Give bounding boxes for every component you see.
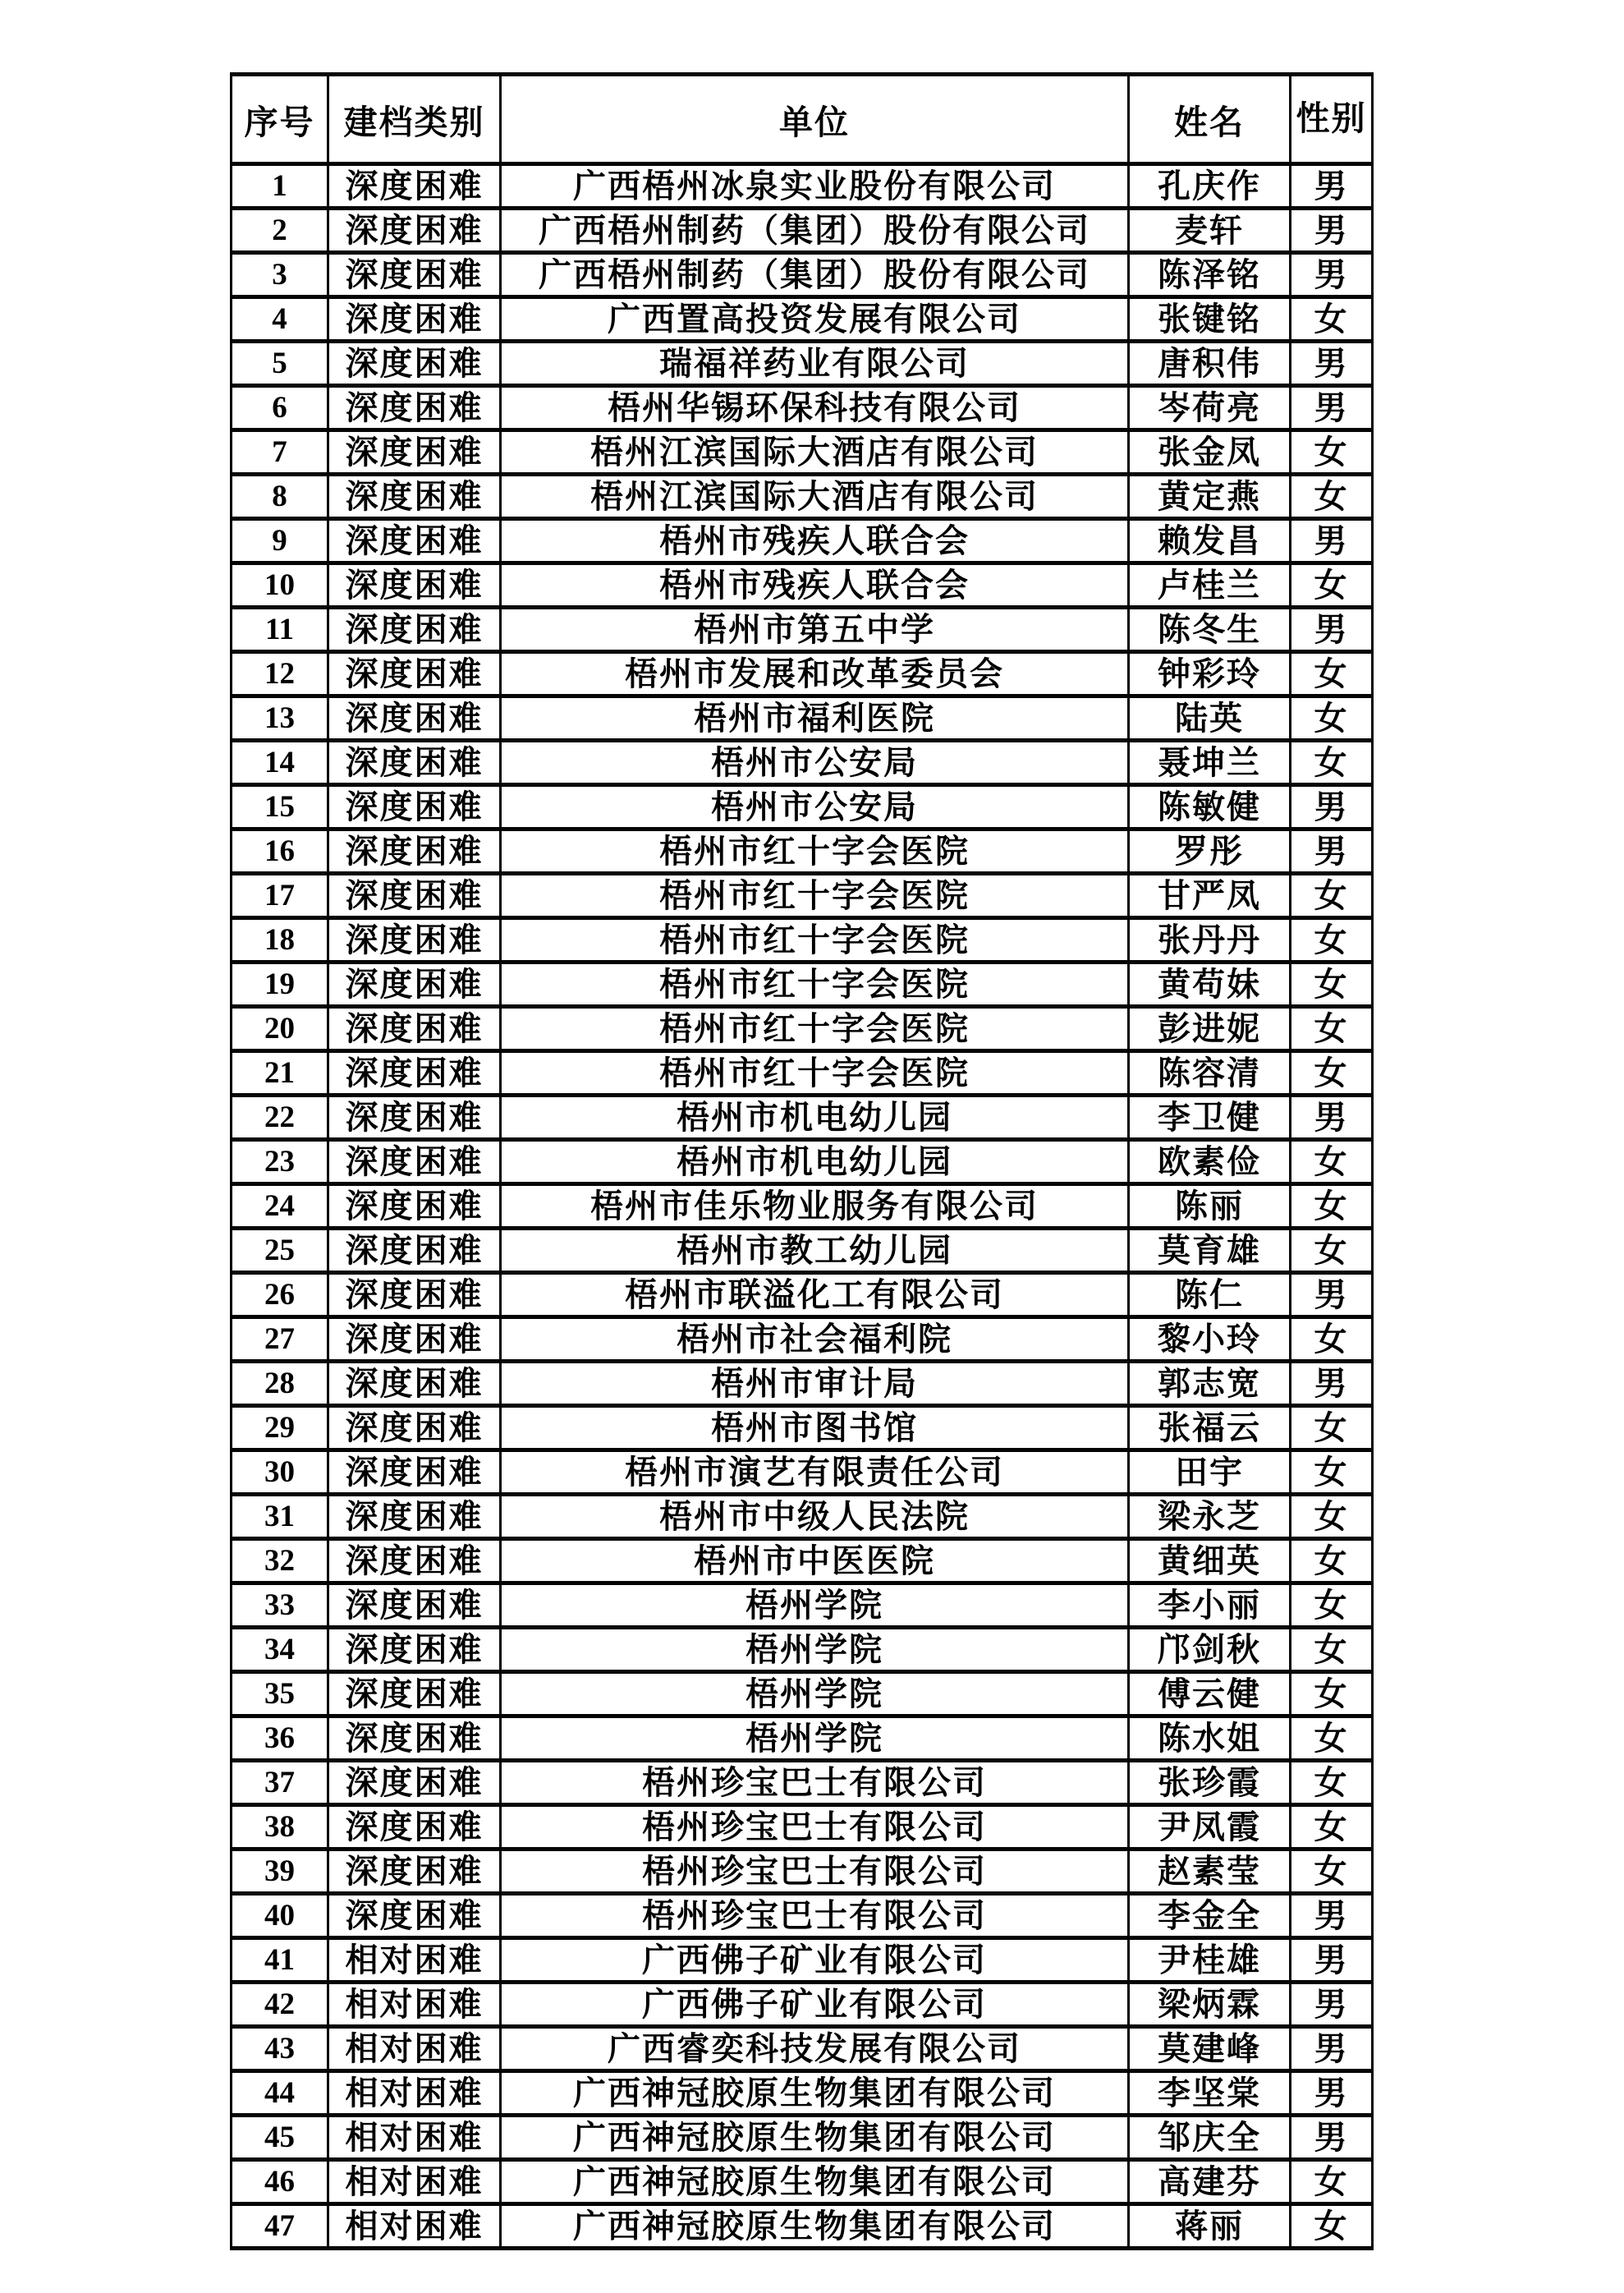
cell-category: 深度困难: [328, 1628, 501, 1672]
cell-unit: 梧州珍宝巴士有限公司: [501, 1894, 1129, 1938]
cell-name: 聂坤兰: [1129, 741, 1291, 785]
cell-category: 深度困难: [328, 1805, 501, 1850]
cell-gender: 男: [1291, 1362, 1373, 1406]
cell-unit: 梧州市演艺有限责任公司: [501, 1450, 1129, 1495]
cell-unit: 梧州珍宝巴士有限公司: [501, 1850, 1129, 1894]
cell-category: 深度困难: [328, 342, 501, 386]
cell-no: 12: [232, 652, 328, 696]
cell-category: 深度困难: [328, 918, 501, 963]
cell-category: 深度困难: [328, 1894, 501, 1938]
cell-no: 36: [232, 1716, 328, 1761]
table-row: [232, 1628, 1373, 1672]
cell-category: 深度困难: [328, 475, 501, 519]
cell-category: 相对困难: [328, 2116, 501, 2160]
cell-gender: 女: [1291, 430, 1373, 475]
cell-name: 卢桂兰: [1129, 563, 1291, 608]
cell-unit: 梧州学院: [501, 1716, 1129, 1761]
cell-unit: 广西神冠胶原生物集团有限公司: [501, 2160, 1129, 2204]
table-row: [232, 1140, 1373, 1184]
cell-no: 6: [232, 386, 328, 430]
cell-name: 傅云健: [1129, 1672, 1291, 1716]
table-row: [232, 386, 1373, 430]
table-row: [232, 1273, 1373, 1317]
cell-no: 31: [232, 1495, 328, 1539]
cell-unit: 梧州市公安局: [501, 785, 1129, 829]
cell-category: 深度困难: [328, 1583, 501, 1628]
cell-gender: 男: [1291, 2027, 1373, 2071]
table-row: [232, 1539, 1373, 1583]
cell-category: 深度困难: [328, 874, 501, 918]
table-row: [232, 164, 1373, 209]
table-row: [232, 2027, 1373, 2071]
cell-unit: 广西佛子矿业有限公司: [501, 1983, 1129, 2027]
cell-name: 黄定燕: [1129, 475, 1291, 519]
cell-category: 深度困难: [328, 386, 501, 430]
cell-gender: 女: [1291, 741, 1373, 785]
cell-unit: 广西神冠胶原生物集团有限公司: [501, 2116, 1129, 2160]
cell-name: 孔庆作: [1129, 164, 1291, 209]
table-row: [232, 253, 1373, 297]
cell-no: 40: [232, 1894, 328, 1938]
cell-category: 深度困难: [328, 164, 501, 209]
table-row: [232, 2071, 1373, 2116]
table-row: [232, 1805, 1373, 1850]
cell-name: 岑荷亮: [1129, 386, 1291, 430]
cell-gender: 男: [1291, 829, 1373, 874]
cell-name: 李金全: [1129, 1894, 1291, 1938]
cell-no: 19: [232, 963, 328, 1007]
table-row: [232, 741, 1373, 785]
cell-gender: 男: [1291, 1273, 1373, 1317]
cell-category: 深度困难: [328, 963, 501, 1007]
cell-name: 唐积伟: [1129, 342, 1291, 386]
cell-name: 甘严凤: [1129, 874, 1291, 918]
cell-name: 莫建峰: [1129, 2027, 1291, 2071]
cell-name: 张键铭: [1129, 297, 1291, 342]
cell-no: 37: [232, 1761, 328, 1805]
cell-gender: 女: [1291, 1184, 1373, 1229]
cell-no: 44: [232, 2071, 328, 2116]
table-row: [232, 874, 1373, 918]
table-body: [232, 164, 1373, 2249]
cell-gender: 女: [1291, 2204, 1373, 2249]
header-cell-unit: 单位: [501, 75, 1129, 164]
cell-name: 蒋丽: [1129, 2204, 1291, 2249]
table-row: [232, 1938, 1373, 1983]
table-row: [232, 430, 1373, 475]
cell-gender: 女: [1291, 963, 1373, 1007]
cell-no: 4: [232, 297, 328, 342]
cell-unit: 梧州市教工幼儿园: [501, 1229, 1129, 1273]
cell-name: 邝剑秋: [1129, 1628, 1291, 1672]
table-row: [232, 2116, 1373, 2160]
cell-category: 深度困难: [328, 1273, 501, 1317]
cell-no: 42: [232, 1983, 328, 2027]
cell-no: 28: [232, 1362, 328, 1406]
table-row: [232, 1096, 1373, 1140]
cell-category: 深度困难: [328, 1495, 501, 1539]
cell-category: 深度困难: [328, 1051, 501, 1096]
cell-name: 梁永芝: [1129, 1495, 1291, 1539]
table-header-row: [232, 75, 1373, 164]
cell-category: 深度困难: [328, 1184, 501, 1229]
cell-no: 5: [232, 342, 328, 386]
cell-name: 张珍霞: [1129, 1761, 1291, 1805]
cell-no: 2: [232, 209, 328, 253]
cell-unit: 梧州市佳乐物业服务有限公司: [501, 1184, 1129, 1229]
cell-name: 彭进妮: [1129, 1007, 1291, 1051]
cell-name: 钟彩玲: [1129, 652, 1291, 696]
cell-no: 10: [232, 563, 328, 608]
cell-gender: 男: [1291, 2071, 1373, 2116]
cell-unit: 广西睿奕科技发展有限公司: [501, 2027, 1129, 2071]
cell-no: 8: [232, 475, 328, 519]
cell-gender: 女: [1291, 918, 1373, 963]
cell-gender: 女: [1291, 2160, 1373, 2204]
header-cell-name: 姓名: [1129, 75, 1291, 164]
cell-name: 陈仁: [1129, 1273, 1291, 1317]
cell-category: 深度困难: [328, 1850, 501, 1894]
table-row: [232, 1850, 1373, 1894]
cell-no: 1: [232, 164, 328, 209]
cell-no: 47: [232, 2204, 328, 2249]
cell-category: 深度困难: [328, 1450, 501, 1495]
cell-unit: 广西佛子矿业有限公司: [501, 1938, 1129, 1983]
cell-category: 深度困难: [328, 209, 501, 253]
cell-unit: 梧州江滨国际大酒店有限公司: [501, 430, 1129, 475]
cell-no: 23: [232, 1140, 328, 1184]
cell-name: 罗彤: [1129, 829, 1291, 874]
cell-gender: 女: [1291, 475, 1373, 519]
cell-unit: 梧州珍宝巴士有限公司: [501, 1805, 1129, 1850]
cell-unit: 广西置高投资发展有限公司: [501, 297, 1129, 342]
cell-name: 尹凤霞: [1129, 1805, 1291, 1850]
cell-gender: 男: [1291, 209, 1373, 253]
cell-unit: 梧州市红十字会医院: [501, 1051, 1129, 1096]
cell-gender: 女: [1291, 1672, 1373, 1716]
cell-unit: 梧州江滨国际大酒店有限公司: [501, 475, 1129, 519]
table-row: [232, 1450, 1373, 1495]
cell-unit: 梧州市残疾人联合会: [501, 519, 1129, 563]
cell-unit: 梧州华锡环保科技有限公司: [501, 386, 1129, 430]
table-row: [232, 1894, 1373, 1938]
cell-no: 27: [232, 1317, 328, 1362]
cell-name: 张福云: [1129, 1406, 1291, 1450]
cell-unit: 梧州市红十字会医院: [501, 918, 1129, 963]
table-row: [232, 1983, 1373, 2027]
table-row: [232, 1362, 1373, 1406]
cell-unit: 梧州市审计局: [501, 1362, 1129, 1406]
cell-no: 39: [232, 1850, 328, 1894]
cell-no: 29: [232, 1406, 328, 1450]
header-cell-category: 建档类别: [328, 75, 501, 164]
header-cell-gender: 性别: [1291, 75, 1373, 164]
cell-gender: 女: [1291, 1495, 1373, 1539]
cell-category: 深度困难: [328, 696, 501, 741]
table-row: [232, 1406, 1373, 1450]
cell-category: 深度困难: [328, 563, 501, 608]
cell-gender: 男: [1291, 253, 1373, 297]
cell-no: 3: [232, 253, 328, 297]
cell-unit: 广西神冠胶原生物集团有限公司: [501, 2204, 1129, 2249]
cell-category: 相对困难: [328, 1938, 501, 1983]
cell-gender: 女: [1291, 1051, 1373, 1096]
cell-category: 深度困难: [328, 1362, 501, 1406]
cell-no: 35: [232, 1672, 328, 1716]
table-row: [232, 1317, 1373, 1362]
cell-no: 14: [232, 741, 328, 785]
table-row: [232, 1051, 1373, 1096]
cell-gender: 男: [1291, 164, 1373, 209]
cell-category: 深度困难: [328, 1539, 501, 1583]
cell-unit: 广西神冠胶原生物集团有限公司: [501, 2071, 1129, 2116]
cell-gender: 女: [1291, 1716, 1373, 1761]
cell-gender: 女: [1291, 1317, 1373, 1362]
cell-name: 梁炳霖: [1129, 1983, 1291, 2027]
cell-name: 李卫健: [1129, 1096, 1291, 1140]
cell-gender: 女: [1291, 652, 1373, 696]
cell-no: 9: [232, 519, 328, 563]
cell-name: 赵素莹: [1129, 1850, 1291, 1894]
cell-no: 17: [232, 874, 328, 918]
cell-category: 深度困难: [328, 1007, 501, 1051]
cell-unit: 梧州市图书馆: [501, 1406, 1129, 1450]
cell-name: 李小丽: [1129, 1583, 1291, 1628]
cell-no: 13: [232, 696, 328, 741]
cell-no: 24: [232, 1184, 328, 1229]
cell-name: 田宇: [1129, 1450, 1291, 1495]
table-row: [232, 2160, 1373, 2204]
cell-name: 麦轩: [1129, 209, 1291, 253]
cell-unit: 梧州市第五中学: [501, 608, 1129, 652]
cell-category: 相对困难: [328, 1983, 501, 2027]
table-row: [232, 696, 1373, 741]
cell-unit: 广西梧州制药（集团）股份有限公司: [501, 209, 1129, 253]
cell-category: 深度困难: [328, 829, 501, 874]
cell-gender: 女: [1291, 1007, 1373, 1051]
cell-no: 34: [232, 1628, 328, 1672]
cell-unit: 梧州市发展和改革委员会: [501, 652, 1129, 696]
table-row: [232, 829, 1373, 874]
cell-category: 深度困难: [328, 253, 501, 297]
cell-name: 尹桂雄: [1129, 1938, 1291, 1983]
cell-unit: 梧州学院: [501, 1672, 1129, 1716]
cell-unit: 梧州市社会福利院: [501, 1317, 1129, 1362]
cell-category: 深度困难: [328, 741, 501, 785]
cell-name: 陈水姐: [1129, 1716, 1291, 1761]
cell-no: 25: [232, 1229, 328, 1273]
cell-name: 黄苟妹: [1129, 963, 1291, 1007]
cell-no: 38: [232, 1805, 328, 1850]
cell-gender: 女: [1291, 297, 1373, 342]
table-row: [232, 652, 1373, 696]
cell-category: 深度困难: [328, 1096, 501, 1140]
cell-unit: 广西梧州制药（集团）股份有限公司: [501, 253, 1129, 297]
table-row: [232, 2204, 1373, 2249]
cell-no: 18: [232, 918, 328, 963]
cell-gender: 男: [1291, 519, 1373, 563]
table-row: [232, 1184, 1373, 1229]
cell-category: 深度困难: [328, 608, 501, 652]
table-row: [232, 1495, 1373, 1539]
cell-category: 深度困难: [328, 1406, 501, 1450]
cell-unit: 梧州市残疾人联合会: [501, 563, 1129, 608]
cell-unit: 梧州市红十字会医院: [501, 874, 1129, 918]
cell-category: 深度困难: [328, 1761, 501, 1805]
cell-name: 黄细英: [1129, 1539, 1291, 1583]
cell-gender: 女: [1291, 1140, 1373, 1184]
cell-gender: 男: [1291, 386, 1373, 430]
cell-name: 李坚棠: [1129, 2071, 1291, 2116]
cell-gender: 女: [1291, 1539, 1373, 1583]
cell-category: 相对困难: [328, 2027, 501, 2071]
cell-gender: 女: [1291, 1406, 1373, 1450]
table-row: [232, 209, 1373, 253]
cell-name: 陈冬生: [1129, 608, 1291, 652]
cell-gender: 男: [1291, 2116, 1373, 2160]
cell-unit: 梧州市公安局: [501, 741, 1129, 785]
table-row: [232, 1007, 1373, 1051]
cell-name: 莫育雄: [1129, 1229, 1291, 1273]
table-row: [232, 1761, 1373, 1805]
cell-name: 张金凤: [1129, 430, 1291, 475]
cell-no: 30: [232, 1450, 328, 1495]
cell-unit: 梧州学院: [501, 1628, 1129, 1672]
cell-no: 45: [232, 2116, 328, 2160]
cell-category: 相对困难: [328, 2071, 501, 2116]
cell-gender: 女: [1291, 1450, 1373, 1495]
cell-category: 深度困难: [328, 430, 501, 475]
cell-no: 15: [232, 785, 328, 829]
table-row: [232, 563, 1373, 608]
cell-name: 陈敏健: [1129, 785, 1291, 829]
cell-gender: 男: [1291, 342, 1373, 386]
cell-unit: 梧州市机电幼儿园: [501, 1140, 1129, 1184]
cell-no: 43: [232, 2027, 328, 2071]
roster-table: [230, 72, 1374, 2250]
cell-no: 21: [232, 1051, 328, 1096]
table-row: [232, 1229, 1373, 1273]
table-row: [232, 519, 1373, 563]
table-row: [232, 297, 1373, 342]
cell-gender: 男: [1291, 1983, 1373, 2027]
cell-category: 深度困难: [328, 1317, 501, 1362]
cell-unit: 梧州市红十字会医院: [501, 963, 1129, 1007]
cell-name: 陆英: [1129, 696, 1291, 741]
cell-unit: 梧州珍宝巴士有限公司: [501, 1761, 1129, 1805]
cell-gender: 女: [1291, 1229, 1373, 1273]
cell-gender: 女: [1291, 1761, 1373, 1805]
table-row: [232, 785, 1373, 829]
cell-gender: 女: [1291, 696, 1373, 741]
cell-gender: 女: [1291, 1628, 1373, 1672]
cell-no: 33: [232, 1583, 328, 1628]
cell-category: 深度困难: [328, 297, 501, 342]
cell-gender: 男: [1291, 785, 1373, 829]
cell-unit: 梧州市机电幼儿园: [501, 1096, 1129, 1140]
cell-gender: 女: [1291, 1850, 1373, 1894]
cell-category: 深度困难: [328, 519, 501, 563]
cell-name: 高建芬: [1129, 2160, 1291, 2204]
cell-unit: 梧州市红十字会医院: [501, 1007, 1129, 1051]
cell-name: 黎小玲: [1129, 1317, 1291, 1362]
cell-no: 7: [232, 430, 328, 475]
cell-gender: 女: [1291, 1583, 1373, 1628]
cell-name: 郭志宽: [1129, 1362, 1291, 1406]
cell-gender: 女: [1291, 563, 1373, 608]
cell-no: 22: [232, 1096, 328, 1140]
cell-no: 16: [232, 829, 328, 874]
cell-gender: 男: [1291, 1894, 1373, 1938]
table-row: [232, 1716, 1373, 1761]
cell-no: 41: [232, 1938, 328, 1983]
cell-unit: 梧州市联溢化工有限公司: [501, 1273, 1129, 1317]
cell-category: 深度困难: [328, 652, 501, 696]
cell-gender: 女: [1291, 1805, 1373, 1850]
cell-unit: 梧州市红十字会医院: [501, 829, 1129, 874]
cell-category: 深度困难: [328, 785, 501, 829]
cell-unit: 梧州市中级人民法院: [501, 1495, 1129, 1539]
cell-no: 26: [232, 1273, 328, 1317]
cell-name: 陈容清: [1129, 1051, 1291, 1096]
cell-no: 20: [232, 1007, 328, 1051]
cell-category: 相对困难: [328, 2160, 501, 2204]
table-row: [232, 1672, 1373, 1716]
cell-gender: 男: [1291, 1096, 1373, 1140]
header-cell-serial-no: 序号: [232, 75, 328, 164]
cell-no: 32: [232, 1539, 328, 1583]
cell-gender: 女: [1291, 874, 1373, 918]
cell-unit: 梧州学院: [501, 1583, 1129, 1628]
cell-unit: 梧州市福利医院: [501, 696, 1129, 741]
table-row: [232, 918, 1373, 963]
cell-category: 深度困难: [328, 1140, 501, 1184]
cell-name: 张丹丹: [1129, 918, 1291, 963]
table-row: [232, 608, 1373, 652]
cell-category: 深度困难: [328, 1716, 501, 1761]
cell-name: 欧素俭: [1129, 1140, 1291, 1184]
table-row: [232, 1583, 1373, 1628]
cell-no: 46: [232, 2160, 328, 2204]
cell-name: 陈丽: [1129, 1184, 1291, 1229]
cell-unit: 广西梧州冰泉实业股份有限公司: [501, 164, 1129, 209]
table-row: [232, 342, 1373, 386]
cell-no: 11: [232, 608, 328, 652]
cell-name: 陈泽铭: [1129, 253, 1291, 297]
cell-name: 赖发昌: [1129, 519, 1291, 563]
cell-category: 深度困难: [328, 1229, 501, 1273]
cell-gender: 男: [1291, 1938, 1373, 1983]
table-row: [232, 963, 1373, 1007]
cell-gender: 男: [1291, 608, 1373, 652]
cell-category: 相对困难: [328, 2204, 501, 2249]
table-row: [232, 475, 1373, 519]
cell-unit: 梧州市中医医院: [501, 1539, 1129, 1583]
cell-category: 深度困难: [328, 1672, 501, 1716]
cell-unit: 瑞福祥药业有限公司: [501, 342, 1129, 386]
cell-name: 邹庆全: [1129, 2116, 1291, 2160]
